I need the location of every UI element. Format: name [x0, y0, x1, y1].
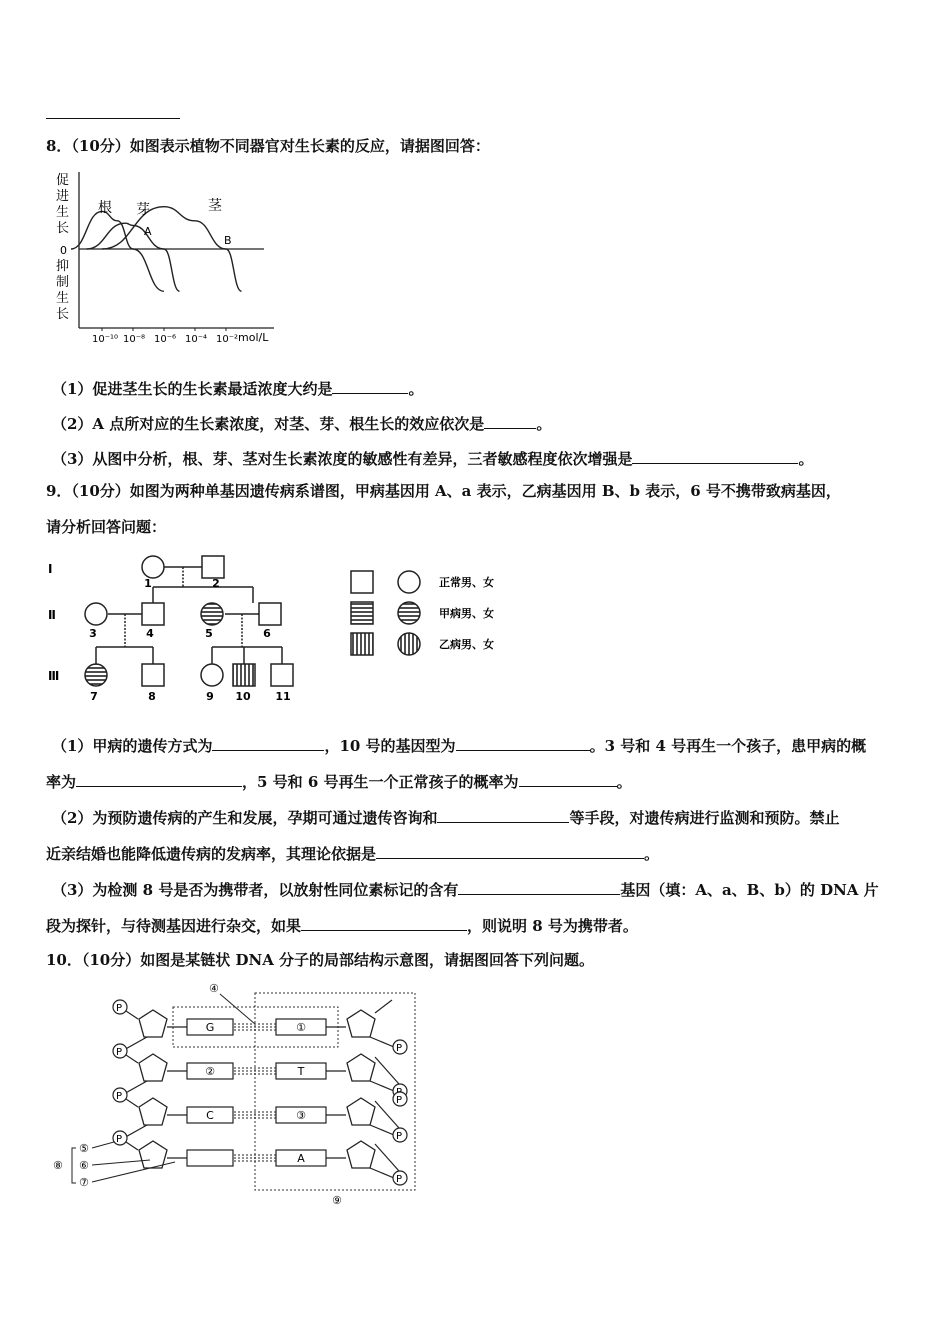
pedigree-number-7: 7: [90, 690, 98, 703]
q9-sub1-text-f: 。: [616, 773, 632, 791]
q9-sub1-text-d: 率为: [46, 773, 77, 791]
q8-sub2-blank[interactable]: [484, 413, 536, 429]
dna-base-right-label: T: [297, 1065, 305, 1078]
dna-sugar-right: [347, 1141, 375, 1168]
dna-base-left-label: C: [206, 1109, 214, 1122]
q9-sub3-text-b: 基因（填：A、a、B、b）的 DNA 片: [620, 881, 879, 899]
pedigree-numbers: [89, 577, 290, 703]
q9-sub2-text-a: （2）为预防遗传病的产生和发展，孕期可通过遗传咨询和: [52, 809, 438, 827]
dna-sugar-right: [347, 1010, 375, 1037]
pedigree-individual-3: [85, 603, 107, 625]
pedigree-lines: [96, 567, 282, 664]
q9-blank-probe-gene[interactable]: [458, 879, 620, 895]
dna-label-5-pointer: [92, 1142, 114, 1148]
legend-jia-male: [351, 602, 373, 624]
dna-bond: [370, 1081, 394, 1091]
legend-yi-male: [351, 633, 373, 655]
q9-sub3-text-a: （3）为检测 8 号是否为携带者，以放射性同位素标记的含有: [52, 881, 459, 899]
dna-bond: [126, 1142, 138, 1150]
pedigree-individual-4: [142, 603, 164, 625]
q9-sub3-text-d: ，则说明 8 号为携带者。: [467, 917, 638, 935]
q9-blank-probability-normal[interactable]: [519, 771, 617, 787]
q8-sub1-blank[interactable]: [332, 378, 408, 394]
q9-sub1-line1: [52, 735, 866, 756]
chart-y-label-char: 促: [56, 173, 70, 188]
dna-label-4: ④: [209, 982, 219, 995]
legend-yi-label: 乙病男、女: [439, 638, 494, 651]
dna-sugar-right: [347, 1054, 375, 1081]
q8-sub2-end: 。: [536, 415, 552, 433]
dna-bond: [370, 1037, 394, 1047]
dna-label-7-pointer: [92, 1162, 175, 1182]
q9-blank-prenatal-method[interactable]: [437, 807, 569, 823]
legend-jia-label: 甲病男、女: [439, 607, 494, 620]
dna-phosphate-label: P: [396, 1131, 403, 1142]
q9-blank-theory-basis[interactable]: [376, 843, 644, 859]
q9-blank-inheritance-mode[interactable]: [212, 735, 324, 751]
q9-sub2-line2: [46, 843, 659, 864]
pedigree-individual-1: [142, 556, 164, 578]
chart-y-label-top: [56, 173, 69, 236]
dna-label-8-bracket: [72, 1148, 76, 1183]
dna-sugar-left: [139, 1054, 167, 1081]
chart-y-label-char: 生: [56, 291, 70, 306]
chart-x-tick: 10⁻⁴: [185, 334, 208, 345]
legend-normal-label: 正常男、女: [439, 576, 494, 589]
q10-header: 10．（10分）如图是某链状 DNA 分子的局部结构示意图，请据图回答下列问题。: [46, 951, 595, 969]
pedigree-number-2: 2: [212, 577, 220, 590]
chart-y-label-bottom: [56, 258, 69, 322]
q9-blank-hybridization-result[interactable]: [301, 915, 467, 931]
legend-normal-female: [398, 571, 420, 593]
dna-backbone-right: [375, 1144, 399, 1171]
pedigree-individual-9: [201, 664, 223, 686]
dna-structure-diagram: [50, 980, 430, 1210]
dna-bond: [126, 1011, 138, 1019]
dna-bond: [126, 1055, 138, 1063]
pedigree-number-10: 10: [235, 690, 251, 703]
chart-x-ticks: [92, 328, 238, 345]
q9-sub3-line1: [52, 879, 879, 900]
pedigree-individual-5: [201, 603, 223, 625]
chart-y-label-char: 进: [56, 189, 70, 204]
dna-sugar-left: [139, 1141, 167, 1168]
pedigree-number-9: 9: [206, 690, 214, 703]
pedigree-number-3: 3: [89, 627, 97, 640]
q9-sub2-line1: [52, 807, 839, 828]
dna-bond: [126, 1099, 138, 1107]
dna-sugar-left: [139, 1098, 167, 1125]
pedigree-number-4: 4: [146, 627, 154, 640]
generation-label-III: Ⅲ: [48, 669, 60, 683]
q8-sub2: [52, 413, 551, 434]
q9-sub1-text-b: ，10 号的基因型为: [324, 737, 456, 755]
chart-y-label-char: 制: [56, 275, 70, 290]
dna-backbone-right-end: [375, 1000, 392, 1013]
chart-annotation-A: A: [144, 225, 152, 238]
dna-phosphate-label: P: [396, 1095, 403, 1106]
q8-sub3-text: （3）从图中分析，根、芽、茎对生长素浓度的敏感性有差异，三者敏感程度依次增强是: [52, 450, 633, 468]
dna-bond: [370, 1168, 394, 1178]
dna-label-6: ⑥: [79, 1159, 89, 1172]
dna-base-left: [187, 1150, 233, 1166]
q9-sub3-line2: [46, 915, 638, 936]
dna-phosphate-label: P: [396, 1043, 403, 1054]
pedigree-number-5: 5: [205, 627, 213, 640]
q8-header: 8．（10分）如图表示植物不同器官对生长素的反应，请据图回答：: [46, 137, 490, 155]
dna-bond: [370, 1125, 394, 1135]
pedigree-number-8: 8: [148, 690, 156, 703]
q9-sub3-text-c: 段为探针，与待测基因进行杂交，如果: [46, 917, 302, 935]
chart-series-labels: [98, 198, 223, 218]
q8-sub3-end: 。: [798, 450, 814, 468]
q8-sub1: [52, 378, 423, 399]
dna-label-7: ⑦: [79, 1176, 89, 1189]
dna-base-right-label: ①: [296, 1021, 306, 1034]
chart-curve-芽: [87, 223, 180, 291]
pedigree-individual-8: [142, 664, 164, 686]
q9-sub2-text-c: 近亲结婚也能降低遗传病的发病率，其理论依据是: [46, 845, 377, 863]
dna-backbone-right: [375, 1057, 399, 1084]
q9-blank-probability-jia[interactable]: [76, 771, 242, 787]
q9-header-line2: 请分析回答问题：: [46, 518, 167, 536]
q9-blank-genotype-10[interactable]: [456, 735, 590, 751]
chart-series-label: 芽: [136, 202, 150, 218]
pedigree-individual-7: [85, 664, 107, 686]
auxin-response-chart: [52, 170, 292, 350]
q8-sub1-text: （1）促进茎生长的生长素最适浓度大约是: [52, 380, 333, 398]
pedigree-number-1: 1: [144, 577, 152, 590]
dna-sugar-left: [139, 1010, 167, 1037]
legend-yi-female: [398, 633, 420, 655]
dna-label-8: ⑧: [53, 1159, 63, 1172]
q9-sub1-line2: [46, 771, 632, 792]
chart-x-tick: 10⁻²: [216, 334, 239, 345]
q8-sub2-text: （2）A 点所对应的生长素浓度，对茎、芽、根生长的效应依次是: [52, 415, 485, 433]
dna-label-6-pointer: [92, 1160, 150, 1165]
pedigree-individual-10: [233, 664, 255, 686]
dna-phosphate-label: P: [116, 1091, 123, 1102]
q9-sub2-text-b: 等手段，对遗传病进行监测和预防。禁止: [569, 809, 840, 827]
chart-y-label-char: 生: [56, 205, 70, 220]
q8-sub3: [52, 448, 813, 469]
q8-sub3-blank[interactable]: [632, 448, 798, 464]
chart-x-label: mol/L: [238, 331, 269, 344]
chart-x-tick: 10⁻¹⁰: [92, 334, 119, 345]
dna-base-left-label: ②: [205, 1065, 215, 1078]
pedigree-individual-6: [259, 603, 281, 625]
pedigree-individual-2: [202, 556, 224, 578]
legend-jia-female: [398, 602, 420, 624]
dna-phosphate-label: P: [116, 1003, 123, 1014]
dna-base-right-label: A: [297, 1152, 305, 1165]
q9-sub1-text-e: ，5 号和 6 号再生一个正常孩子的概率为: [242, 773, 519, 791]
dna-sugar-right: [347, 1098, 375, 1125]
dna-base-left-label: G: [205, 1021, 215, 1034]
dna-label-5: ⑤: [79, 1142, 89, 1155]
generation-label-II: Ⅱ: [48, 608, 56, 622]
q9-header-line1: 9．（10分）如图为两种单基因遗传病系谱图，甲病基因用 A、a 表示，乙病基因用 B、b 表示，6 号不携带致病基因，: [46, 482, 841, 500]
chart-origin-label: 0: [60, 244, 67, 257]
dna-phosphate-label: P: [116, 1134, 123, 1145]
chart-series-label: 根: [98, 200, 112, 216]
dna-label-9: ⑨: [332, 1194, 342, 1207]
legend-normal-male: [351, 571, 373, 593]
pedigree-chart: [44, 547, 524, 707]
q9-sub1-text-c: 。3 号和 4 号再生一个孩子，患甲病的概: [589, 737, 867, 755]
pedigree-individual-11: [271, 664, 293, 686]
chart-series-label: 茎: [208, 198, 222, 214]
dna-base-right-label: ③: [296, 1109, 306, 1122]
chart-y-label-char: 长: [56, 221, 70, 236]
q9-sub2-text-d: 。: [644, 845, 660, 863]
generation-label-I: Ⅰ: [48, 562, 53, 576]
q9-sub1-text-a: （1）甲病的遗传方式为: [52, 737, 213, 755]
chart-y-label-char: 长: [56, 307, 70, 322]
chart-x-tick: 10⁻⁶: [154, 334, 177, 345]
dna-parts: [53, 982, 415, 1207]
dna-phosphate-label: P: [396, 1174, 403, 1185]
chart-annotation-B: B: [224, 234, 232, 247]
dna-phosphate-label: P: [116, 1047, 123, 1058]
q8-sub1-end: 。: [408, 380, 424, 398]
pedigree-number-6: 6: [263, 627, 271, 640]
chart-x-tick: 10⁻⁸: [123, 334, 146, 345]
chart-y-label-char: 抑: [56, 259, 70, 274]
answer-rule: [46, 118, 180, 119]
pedigree-number-11: 11: [275, 690, 291, 703]
chart-curve-根: [71, 211, 164, 291]
